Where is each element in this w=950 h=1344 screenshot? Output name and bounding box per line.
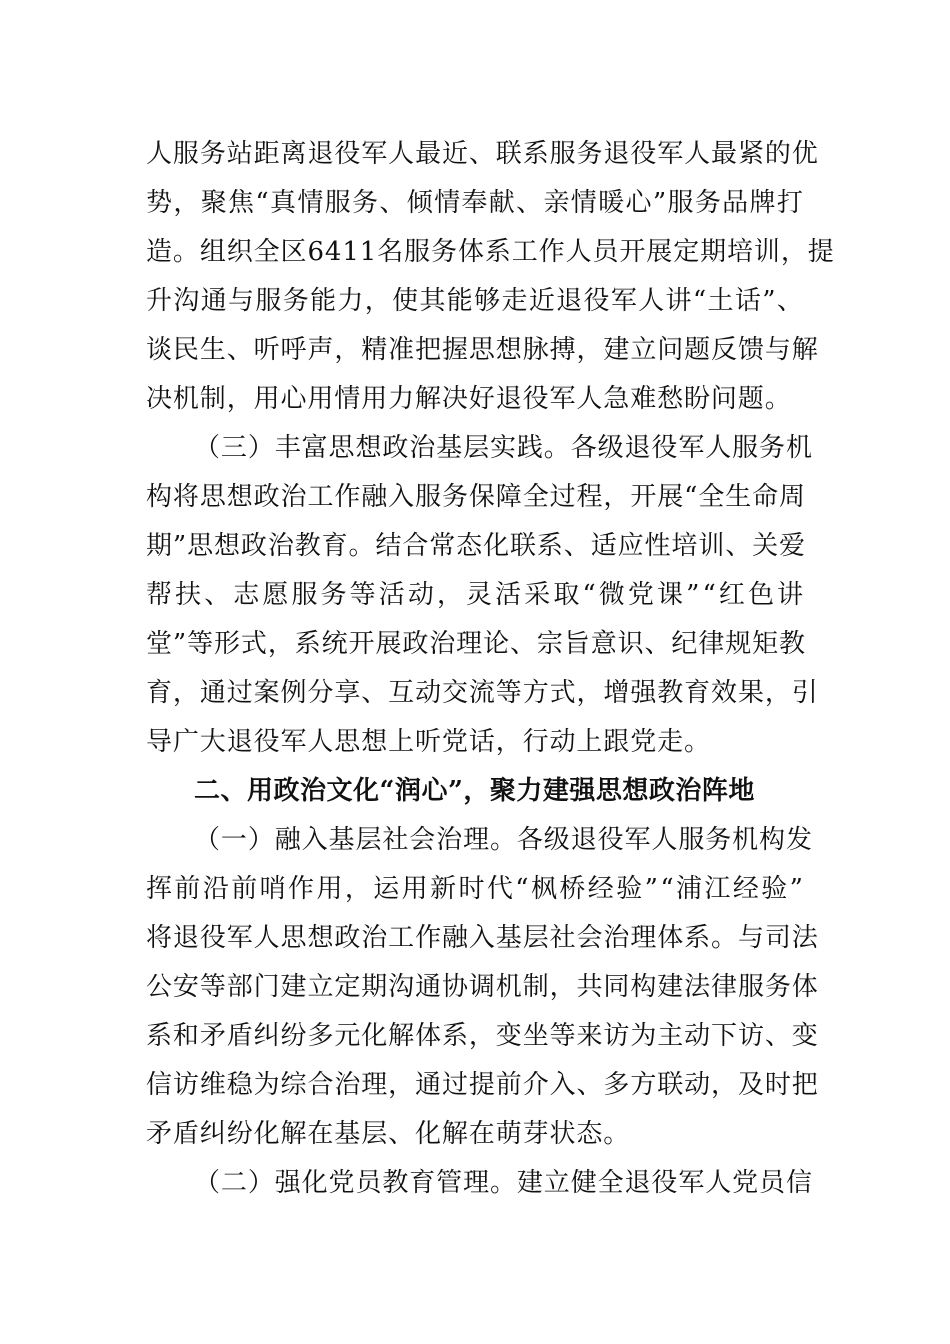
paragraph-3-line-5: 系 和 矛 盾 纠 纷 多 元 化 解 体 系 ， 变 坐 等 来 访 为 主 动 下 访 、 变	[146, 1021, 819, 1051]
paragraph-4-line-1: （ 二 ） 强 化 党 员 教 育 管 理 。 建 立 健 全 退 役 军 人 党 员 信	[194, 1168, 813, 1198]
paragraph-2-line-6: 育 ， 通 过 案 例 分 享 、 互 动 交 流 等 方 式 ， 增 强 教 育 效 果 ， 引	[146, 678, 819, 708]
paragraph-3-line-2: 挥 前 沿 前 哨 作 用 ， 运 用 新 时 代 “ 枫 桥 经 验 ” “ 浦 江 经 验 ”	[146, 874, 804, 904]
paragraph-3-line-4: 公 安 等 部 门 建 立 定 期 沟 通 协 调 机 制 ， 共 同 构 建 法 律 服 务 体	[146, 972, 819, 1002]
paragraph-3-line-1: （ 一 ） 融 入 基 层 社 会 治 理 。 各 级 退 役 军 人 服 务 机 构 发	[194, 825, 813, 855]
paragraph-1-line-2: 势 ， 聚 焦 “ 真 情 服 务 、 倾 情 奉 献 、 亲 情 暖 心 ” 服 务 品 牌 打	[146, 188, 804, 218]
paragraph-2-line-5: 堂 ” 等 形 式 ， 系 统 开 展 政 治 理 论 、 宗 旨 意 识 、 纪 律 规 矩 教	[146, 629, 806, 659]
paragraph-2-line-3: 期 ” 思 想 政 治 教 育 。 结 合 常 态 化 联 系 、 适 应 性 培 训 、 关 爱	[146, 531, 806, 561]
paragraph-2-line-7: 导广大退役军人思想上听党话，行动上跟党走。	[146, 727, 711, 757]
paragraph-2-line-4: 帮 扶 、 志 愿 服 务 等 活 动 ， 灵 活 采 取 “ 微 党 课 ” “ 红 色 讲	[146, 580, 804, 610]
paragraph-3-line-7: 矛盾纠纷化解在基层、化解在萌芽状态。	[146, 1119, 631, 1149]
paragraph-1-line-4: 升 沟 通 与 服 务 能 力 ， 使 其 能 够 走 近 退 役 军 人 讲 “ 土 话 ” 、	[146, 286, 804, 316]
paragraph-1-line-5: 谈 民 生 、 听 呼 声 ， 精 准 把 握 思 想 脉 搏 ， 建 立 问 题 反 馈 与 解	[146, 335, 819, 365]
paragraph-2-line-1: （ 三 ） 丰 富 思 想 政 治 基 层 实 践 。 各 级 退 役 军 人 服 务 机	[194, 433, 813, 463]
section-heading: 二、用政治文化“润心”，聚力建强思想政治阵地	[194, 776, 755, 806]
paragraph-3-line-3: 将 退 役 军 人 思 想 政 治 工 作 融 入 基 层 社 会 治 理 体 系 。 与 司 法	[146, 923, 819, 953]
paragraph-3-line-6: 信 访 维 稳 为 综 合 治 理 ， 通 过 提 前 介 入 、 多 方 联 动 ， 及 时 把	[146, 1070, 819, 1100]
paragraph-1-line-1: 人 服 务 站 距 离 退 役 军 人 最 近 、 联 系 服 务 退 役 军 人 最 紧 的 优	[146, 139, 819, 169]
paragraph-2-line-2: 构 将 思 想 政 治 工 作 融 入 服 务 保 障 全 过 程 ， 开 展 “ 全 生 命 周	[146, 482, 806, 512]
paragraph-1-line-6: 决机制，用心用情用力解决好退役军人急难愁盼问题。	[146, 384, 792, 414]
paragraph-1-line-3: 造 。 组 织 全 区 6411 名 服 务 体 系 工 作 人 员 开 展 定 期 培 训 ， 提	[146, 237, 835, 267]
